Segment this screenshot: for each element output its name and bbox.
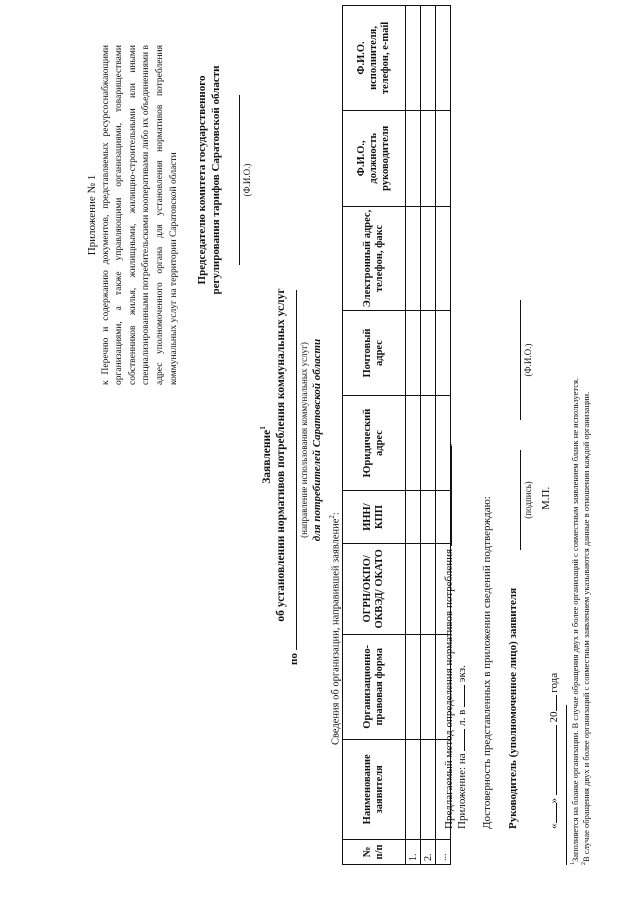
- attachment-copies-field[interactable]: [454, 685, 465, 707]
- table-cell[interactable]: [421, 6, 436, 111]
- table-header-row: [343, 6, 406, 865]
- method-text: Предлагаемый метод определения нормативов потребления: [443, 548, 455, 829]
- footnote-2-mark: 2: [581, 862, 588, 865]
- table-cell: 2.: [421, 839, 436, 864]
- direction-field[interactable]: [286, 290, 297, 650]
- table-cell[interactable]: [406, 634, 421, 739]
- table-cell[interactable]: [406, 543, 421, 634]
- footnote-1-text: Заполняется на бланке организации. В случае обращения двух и более организаций с совместным заявлением бланк не используется.: [570, 377, 580, 862]
- header-director: Ф.И.О., должность руководителя: [343, 110, 406, 206]
- header-registration-codes: ОГРН/ОКПО/ ОКВЭД/ ОКАТО: [343, 543, 406, 634]
- confirmation-text: Достоверность представленных в приложении сведений подтверждаю:: [481, 496, 493, 829]
- method-field[interactable]: [441, 446, 452, 546]
- title-footnote-mark: 1: [259, 426, 267, 430]
- table-cell[interactable]: [406, 491, 421, 543]
- addressee-block: [196, 55, 223, 305]
- table-cell[interactable]: [421, 395, 436, 491]
- title-line-2: об установлении нормативов потребления коммунальных услуг: [274, 288, 287, 622]
- table-cell[interactable]: [406, 6, 421, 111]
- direction-row: [286, 265, 300, 665]
- direction-prefix: по: [288, 653, 300, 665]
- attachment-pages-field[interactable]: [454, 729, 465, 751]
- appendix-text: к Перечню и содержанию документов, представляемых ресурсоснабжающими организациями, а также управляющими организациями, товариществами собственников жилья, жилищными, жилищно-строительными или иными специализированными потребительскими кооперативами либо их объединениями в адрес уполномоченного органа для установления нормативов потребления коммунальных услуг на территории Саратовской области: [100, 45, 179, 385]
- header-executor: Ф.И.О. исполнителя, телефон, e-mail: [343, 6, 406, 111]
- addressee-fio-caption: (Ф.И.О.): [242, 163, 252, 197]
- signature-field[interactable]: [510, 450, 521, 550]
- footnote-2: [581, 65, 591, 865]
- table-cell[interactable]: [421, 491, 436, 543]
- organization-info-text: Сведения об организации, направившей заявление: [330, 518, 342, 745]
- attachment-suffix: экз.: [456, 665, 468, 683]
- organization-info-footnote-mark: 2: [328, 515, 336, 519]
- header-inn-kpp: ИНН/ КПП: [343, 491, 406, 543]
- table-cell: 1.: [406, 839, 421, 864]
- addressee-line-2: регулирования тарифов Саратовской области: [209, 65, 222, 295]
- table-cell[interactable]: [421, 634, 436, 739]
- stamp-place: М.П.: [540, 486, 552, 510]
- date-month-field[interactable]: [546, 725, 557, 795]
- table-cell[interactable]: [406, 395, 421, 491]
- date-century: 20: [548, 711, 560, 723]
- date-year-word: года: [548, 672, 560, 693]
- table-cell[interactable]: [421, 206, 436, 311]
- footnote-1-mark: 1: [570, 862, 577, 865]
- table-cell[interactable]: [406, 206, 421, 311]
- date-row: [546, 569, 560, 829]
- date-close-quote: »: [548, 798, 560, 804]
- date-open-quote: «: [548, 823, 560, 829]
- header-postal-address: Почтовый адрес: [343, 311, 406, 395]
- appendix-block: [86, 45, 181, 385]
- table-cell[interactable]: [436, 6, 451, 111]
- table-row: [406, 6, 421, 865]
- direction-caption: (направление использования коммунальных услуг): [299, 342, 309, 538]
- document-title: [256, 145, 288, 765]
- header-legal-address: Юридический адрес: [343, 395, 406, 491]
- header-contacts: Электронный адрес, телефон, факс: [343, 206, 406, 311]
- table-cell: ...: [436, 839, 451, 864]
- table-cell[interactable]: [436, 110, 451, 206]
- method-row: [441, 269, 455, 829]
- table-cell[interactable]: [406, 739, 421, 839]
- appendix-heading: Приложение № 1: [86, 174, 98, 256]
- table-cell[interactable]: [406, 110, 421, 206]
- table-cell[interactable]: [421, 543, 436, 634]
- signatory-fio-field[interactable]: [510, 300, 521, 420]
- signature-caption: (подпись): [523, 481, 533, 519]
- organization-table: [342, 5, 451, 865]
- footnote-divider: [566, 705, 567, 865]
- header-number: № п/п: [343, 839, 406, 864]
- date-year-field[interactable]: [546, 696, 557, 712]
- organization-info-caption: [328, 345, 342, 745]
- title-line-1: Заявление: [260, 429, 273, 484]
- signatory-fio-caption: (Ф.И.О.): [523, 343, 533, 377]
- table-cell[interactable]: [421, 110, 436, 206]
- organization-info-suffix: :: [330, 512, 342, 516]
- addressee-line-1: Председателю комитета государственного: [196, 75, 208, 285]
- header-applicant-name: Наименование заявителя: [343, 739, 406, 839]
- footnote-2-text: В случае обращения двух и более организаций с совместным заявлением указываются данные в отношении каждой организации.: [581, 391, 591, 862]
- date-day-field[interactable]: [546, 804, 557, 824]
- table-row: [421, 6, 436, 865]
- addressee-fio-field[interactable]: [228, 95, 240, 265]
- table-cell[interactable]: [421, 739, 436, 839]
- method-suffix: .: [443, 443, 455, 447]
- attachment-prefix: Приложение: на: [456, 753, 468, 829]
- header-legal-form: Организационно-правовая форма: [343, 634, 406, 739]
- attachment-row: [454, 269, 468, 829]
- table-cell[interactable]: [406, 311, 421, 395]
- footnote-1: [570, 65, 580, 865]
- consumers-line: для потребителей Саратовской области: [311, 338, 323, 542]
- signatory-label: Руководитель (уполномоченное лицо) заявителя: [507, 587, 519, 829]
- attachment-mid: л. в: [456, 709, 468, 726]
- table-cell[interactable]: [421, 311, 436, 395]
